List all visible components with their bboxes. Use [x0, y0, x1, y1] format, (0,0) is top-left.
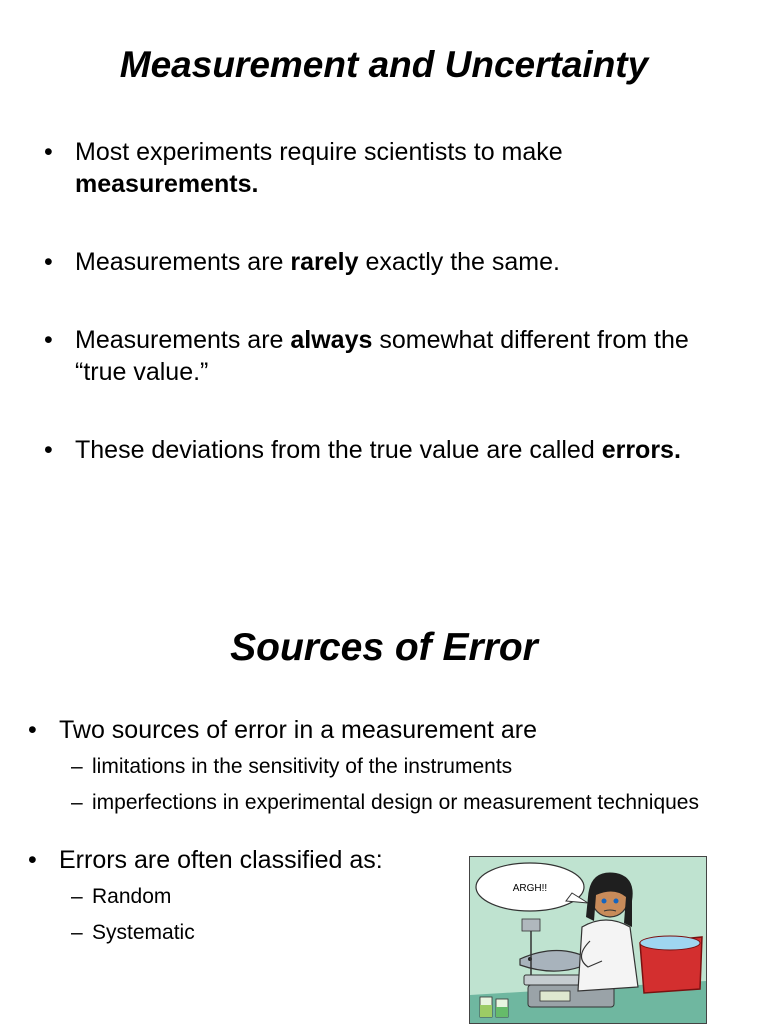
slide-sources-of-error: [0, 560, 768, 1024]
scientist-eye: [614, 899, 619, 904]
bullet-item: • Measurements are rarely exactly the same.: [44, 246, 734, 278]
cartoon-scene: [470, 857, 706, 1023]
bullet-item: • Measurements are always somewhat different from the “true value.”: [44, 324, 734, 388]
emphasis: errors.: [601, 436, 681, 464]
scientist-eye: [602, 899, 607, 904]
bullet-list: [44, 136, 734, 512]
emphasis: rarely: [290, 248, 359, 276]
emphasis: always: [290, 326, 373, 354]
sub-bullet-item: – Random: [59, 882, 708, 912]
emphasis: measurements.: [75, 170, 259, 198]
bullet-item: • Most experiments require scientists to make measurements.: [44, 136, 734, 200]
slide-title: Sources of Error: [230, 626, 538, 669]
beaker-liquid: [496, 1007, 508, 1017]
lab-coat: [578, 920, 638, 991]
sub-bullet-item: – limitations in the sensitivity of the instruments: [59, 752, 708, 782]
scale-display: [540, 991, 570, 1001]
scientist-cartoon-illustration: [469, 856, 707, 1024]
sub-bullet-list: [59, 752, 708, 818]
beaker-liquid: [480, 1005, 492, 1017]
sub-bullet-item: – Systematic: [59, 918, 708, 948]
sub-bullet-item: – imperfections in experimental design or measurement techniques: [59, 788, 708, 818]
bullet-item: • These deviations from the true value are called errors.: [44, 434, 734, 466]
bullet-item: • Errors are often classified as: – Random – Systematic: [28, 844, 708, 948]
bullet-item: • Two sources of error in a measurement are – limitations in the sensitivity of the instruments – imperfections in experimental design or measurement techniques: [28, 714, 708, 818]
speech-bubble-text: ARGH!!: [512, 883, 548, 894]
tub-water: [640, 936, 700, 950]
slide-title: Measurement and Uncertainty: [119, 44, 649, 85]
price-display: [522, 919, 540, 931]
